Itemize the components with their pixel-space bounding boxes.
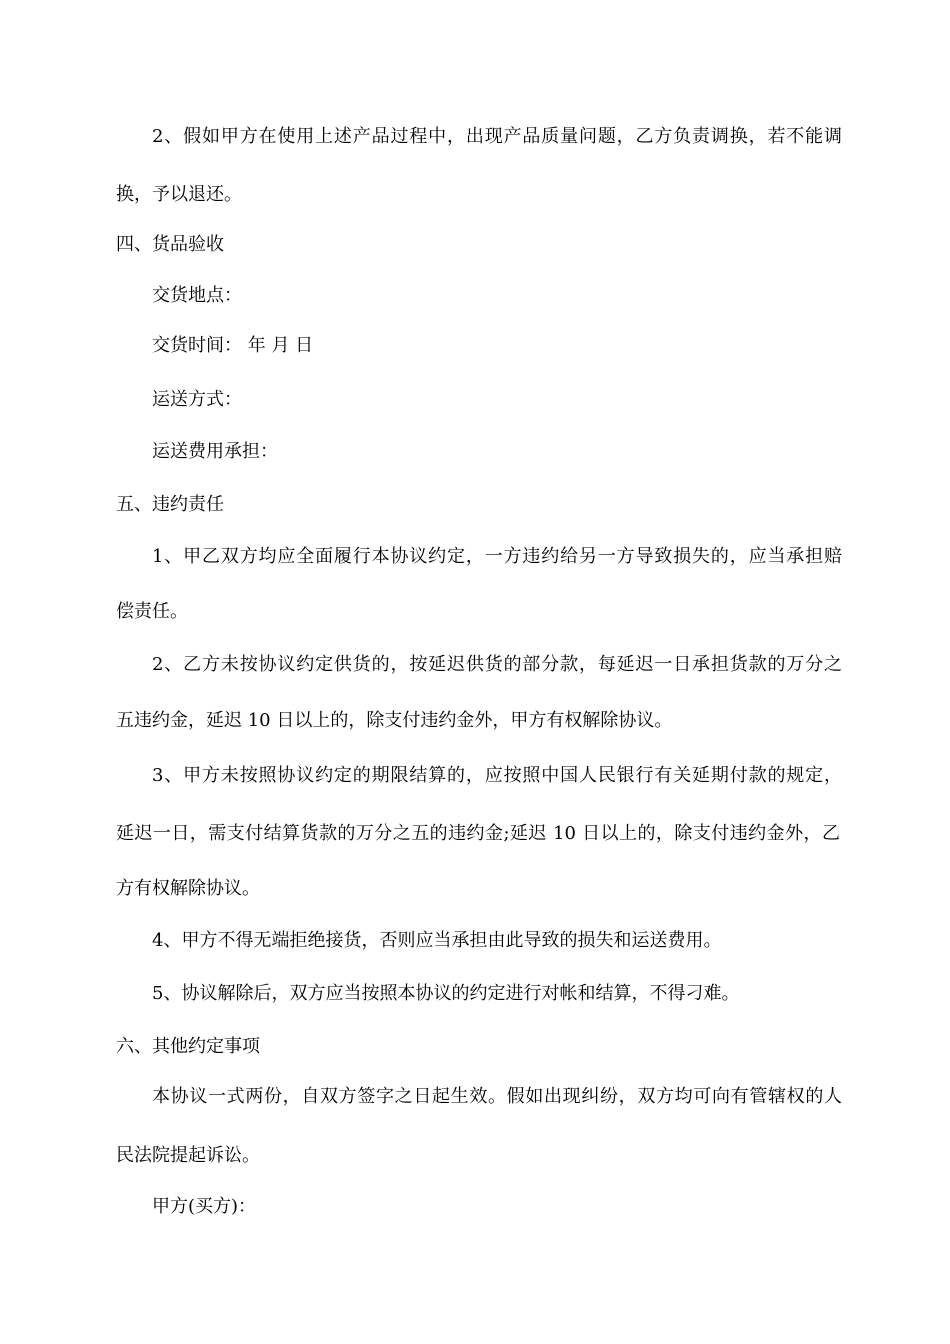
paragraph-line: 3、甲方未按照协议约定的期限结算的，应按照中国人民银行有关延期付款的规定， bbox=[152, 765, 842, 786]
field-label: 交货时间： 年 月 日 bbox=[152, 335, 314, 356]
paragraph-line: 延迟一日，需支付结算货款的万分之五的违约金;延迟 10 日以上的，除支付违约金外，乙 bbox=[116, 823, 840, 844]
paragraph-line: 1、甲乙双方均应全面履行本协议约定，一方违约给另一方导致损失的，应当承担赔 bbox=[152, 546, 842, 567]
paragraph-line: 本协议一式两份，自双方签字之日起生效。假如出现纠纷，双方均可向有管辖权的人 bbox=[152, 1086, 842, 1107]
signature-label: 甲方(买方)： bbox=[152, 1196, 257, 1217]
paragraph-line: 民法院提起诉讼。 bbox=[116, 1145, 260, 1166]
paragraph-line: 五违约金，延迟 10 日以上的，除支付违约金外，甲方有权解除协议。 bbox=[116, 710, 673, 731]
field-label: 运送方式： bbox=[152, 389, 242, 410]
section-heading: 五、违约责任 bbox=[116, 494, 224, 515]
paragraph-line: 5、协议解除后，双方应当按照本协议的约定进行对帐和结算，不得刁难。 bbox=[152, 983, 740, 1004]
paragraph-line: 2、乙方未按协议约定供货的，按延迟供货的部分款，每延迟一日承担货款的万分之 bbox=[152, 654, 842, 675]
section-heading: 四、货品验收 bbox=[116, 234, 224, 255]
field-label: 运送费用承担： bbox=[152, 441, 278, 462]
paragraph-line: 方有权解除协议。 bbox=[116, 878, 260, 899]
paragraph-line: 偿责任。 bbox=[116, 601, 188, 622]
field-label: 交货地点： bbox=[152, 285, 242, 306]
section-heading: 六、其他约定事项 bbox=[116, 1036, 260, 1057]
paragraph-line: 4、甲方不得无端拒绝接货，否则应当承担由此导致的损失和运送费用。 bbox=[152, 930, 722, 951]
paragraph-line: 2、假如甲方在使用上述产品过程中，出现产品质量问题，乙方负责调换，若不能调 bbox=[152, 126, 842, 147]
paragraph-line: 换，予以退还。 bbox=[116, 184, 242, 205]
